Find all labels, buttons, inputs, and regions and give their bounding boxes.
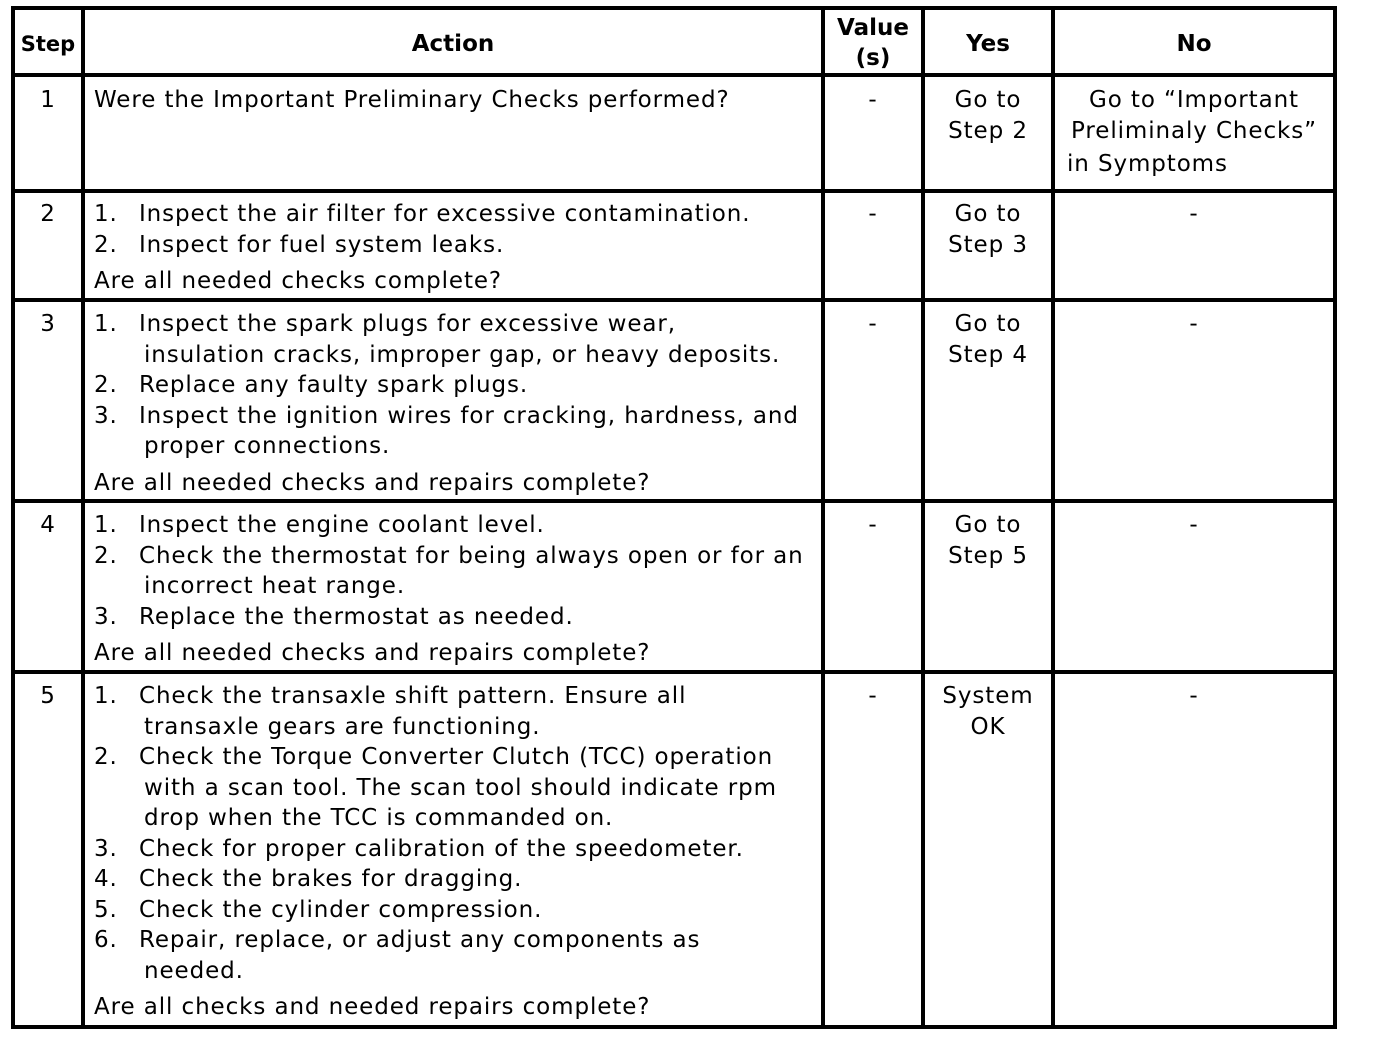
header-action: Action: [411, 31, 495, 57]
item-number: 2.: [94, 372, 118, 398]
yes-cell: [925, 510, 1051, 571]
header-yes: Yes: [966, 31, 1010, 57]
step-number: 3: [40, 311, 56, 337]
item-text: Check the cylinder compression.: [139, 896, 543, 923]
action-cell: [94, 199, 818, 297]
action-list-item: [94, 510, 818, 541]
no-cell: -: [1189, 683, 1199, 709]
item-text: Check the brakes for dragging.: [139, 866, 523, 892]
row-divider: [11, 499, 1337, 503]
no-line: Go to “Important: [1089, 87, 1299, 113]
item-number: 3.: [94, 603, 118, 630]
action-cell: [94, 681, 818, 1023]
row-divider: [11, 73, 1337, 77]
action-question: Are all checks and needed repairs complete?: [94, 994, 651, 1020]
yes-cell: [925, 309, 1051, 370]
item-text: proper connections.: [144, 433, 391, 459]
yes-line: Go to: [954, 201, 1022, 227]
item-number: 4.: [94, 866, 118, 892]
item-number: 2.: [94, 744, 118, 770]
action-list-item: [94, 370, 818, 401]
item-number: 1.: [94, 683, 118, 709]
row-divider: [11, 298, 1337, 302]
item-number: 1.: [94, 311, 118, 337]
action-question: Are all needed checks and repairs complete?: [94, 640, 651, 666]
item-text: Replace any faulty spark plugs.: [139, 372, 529, 398]
yes-line: Step 5: [948, 542, 1028, 569]
action-list-item: [94, 199, 818, 230]
action-list-item: [94, 309, 818, 370]
item-text: Inspect the engine coolant level.: [139, 512, 545, 538]
action-cell: [94, 510, 818, 669]
value-cell: -: [868, 87, 878, 113]
yes-line: Go to: [954, 512, 1022, 538]
action-list-item: [94, 541, 818, 602]
item-text: Check the transaxle shift pattern. Ensure all: [139, 683, 687, 709]
action-question: Are all needed checks complete?: [94, 268, 503, 294]
item-text: Inspect for fuel system leaks.: [139, 231, 505, 258]
action-list-item: [94, 230, 818, 261]
header-value-line2: (s): [855, 45, 891, 71]
item-number: 5.: [94, 896, 118, 923]
action-list-item: [94, 401, 818, 462]
item-text: Inspect the air filter for excessive contamination.: [139, 201, 751, 227]
yes-cell: [925, 85, 1051, 146]
yes-line: Step 2: [948, 117, 1028, 144]
step-number: 1: [40, 87, 56, 113]
action-text: Were the Important Preliminary Checks performed?: [94, 87, 730, 113]
header-value: [825, 13, 921, 73]
action-list-item: [94, 602, 818, 633]
item-text: Replace the thermostat as needed.: [139, 603, 574, 630]
action-question: Are all needed checks and repairs complete?: [94, 469, 651, 496]
step-number: 2: [40, 201, 56, 227]
no-cell: -: [1189, 201, 1199, 227]
value-cell: -: [868, 512, 878, 538]
item-text: Inspect the spark plugs for excessive wear,: [139, 311, 676, 337]
item-number: 3.: [94, 835, 118, 862]
value-cell: -: [868, 201, 878, 227]
no-line: in Symptoms: [1067, 151, 1228, 177]
item-number: 1.: [94, 512, 118, 538]
item-text: with a scan tool. The scan tool should indicate rpm: [144, 774, 777, 801]
action-list-item: [94, 895, 818, 926]
no-cell: [1055, 85, 1333, 180]
no-cell: -: [1189, 311, 1199, 337]
item-number: 6.: [94, 927, 118, 953]
yes-cell: [925, 681, 1051, 742]
item-text: Inspect the ignition wires for cracking, hardness, and: [139, 402, 799, 429]
step-number: 4: [40, 512, 56, 538]
item-text: Check the thermostat for being always open or for an: [139, 542, 804, 569]
item-text: transaxle gears are functioning.: [144, 713, 541, 740]
yes-line: OK: [970, 713, 1006, 740]
item-number: 2.: [94, 542, 118, 569]
item-text: drop when the TCC is commanded on.: [144, 805, 614, 831]
item-text: insulation cracks, improper gap, or heavy deposits.: [144, 341, 781, 368]
header-value-line1: Value: [837, 15, 909, 41]
yes-line: Step 4: [948, 341, 1028, 368]
item-text: Repair, replace, or adjust any components as: [139, 927, 701, 953]
action-list-item: [94, 742, 818, 834]
row-divider: [11, 189, 1337, 193]
yes-cell: [925, 199, 1051, 260]
yes-line: Go to: [954, 87, 1022, 113]
item-text: needed.: [144, 957, 244, 984]
header-no: No: [1176, 31, 1212, 57]
value-cell: -: [868, 311, 878, 337]
header-step: Step: [20, 32, 76, 56]
item-text: Check the Torque Converter Clutch (TCC) operation: [139, 744, 774, 770]
action-cell: [94, 309, 818, 498]
item-number: 3.: [94, 402, 118, 429]
item-number: 2.: [94, 231, 118, 258]
item-text: Check for proper calibration of the speedometer.: [139, 835, 744, 862]
item-text: incorrect heat range.: [144, 573, 406, 599]
action-list-item: [94, 925, 818, 986]
value-cell: -: [868, 683, 878, 709]
action-list-item: [94, 864, 818, 895]
yes-line: System: [942, 683, 1034, 709]
no-cell: -: [1189, 512, 1199, 538]
action-list-item: [94, 681, 818, 742]
column-divider: [81, 6, 85, 1029]
yes-line: Go to: [954, 311, 1022, 337]
step-number: 5: [40, 683, 56, 709]
row-divider: [11, 670, 1337, 674]
item-number: 1.: [94, 201, 118, 227]
yes-line: Step 3: [948, 231, 1028, 258]
no-line: Preliminaly Checks”: [1071, 117, 1317, 144]
action-list-item: [94, 834, 818, 865]
